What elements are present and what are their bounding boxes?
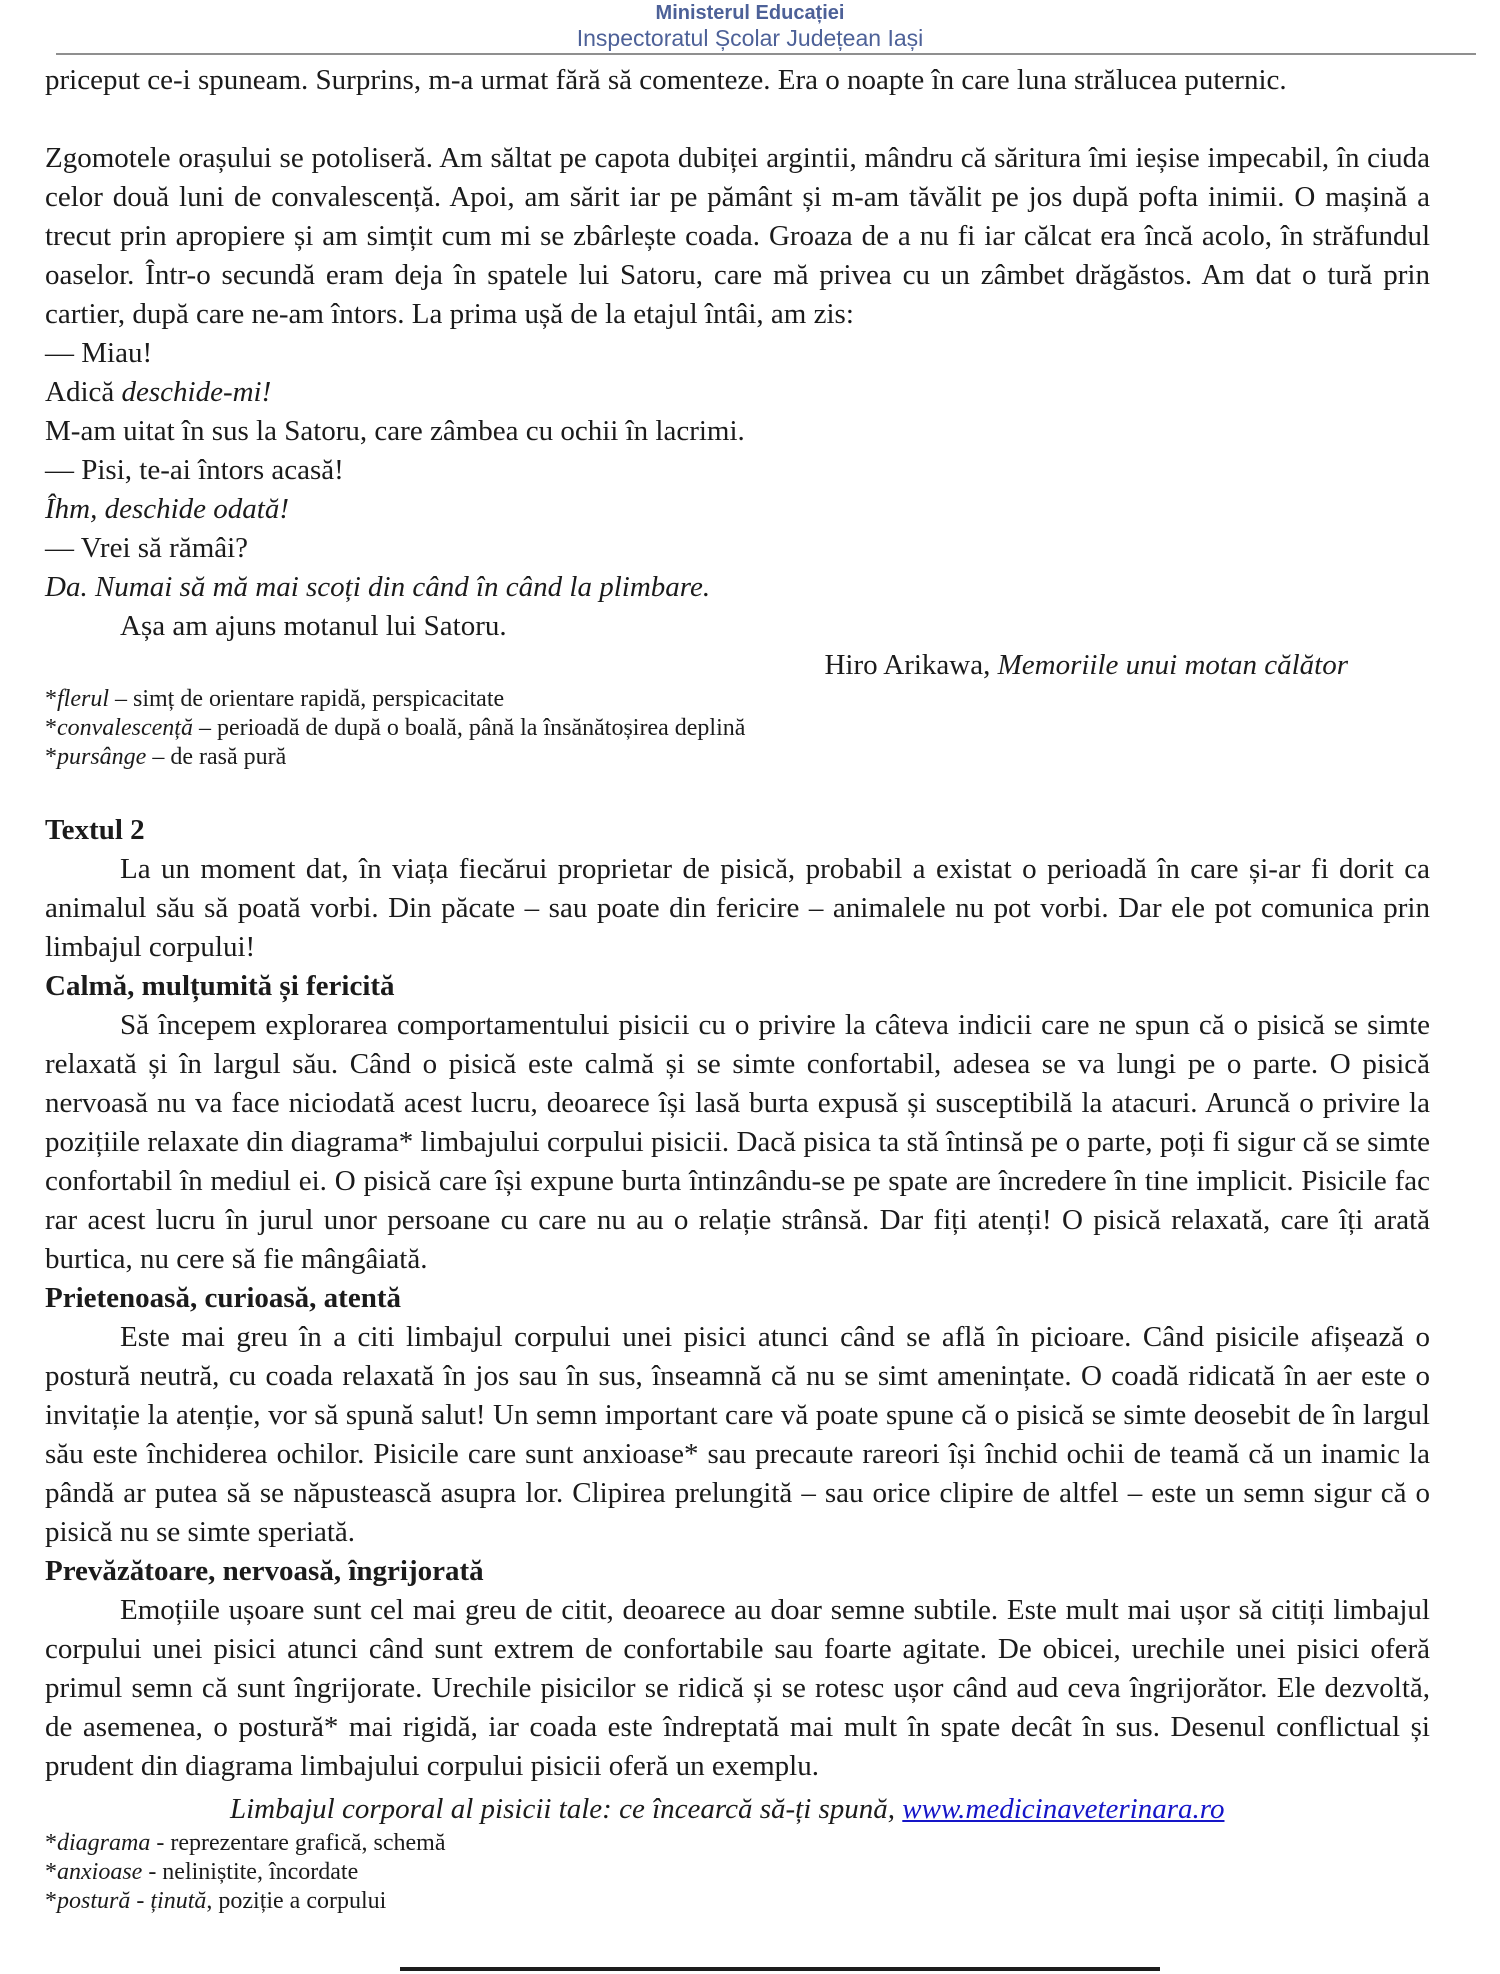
text-segment: Este mai greu în a citi limbajul corpului unei pisici atunci când se află în picioare. Când pisicile afișează o postură neutră, cu coada relaxată în jos sau în sus, înseamnă că nu se simt amenințate. O coadă ridicată în aer este o invitație la atenție, vor să spună salut! Un semn important care vă poate spune că o pisică se simte deosebit de în largul său este închiderea ochilor. Pisicile care sunt anxioase* sau precaute rareori își închid ochii de teamă că un inamic la pândă ar putea să se năpustească asupra lor. Clipirea prelungită – sau orice clipire de altfel – este un semn sigur că o pisică nu se simte speriată. (45, 1321, 1430, 1548)
dialogue-line (45, 334, 1430, 373)
paragraph (45, 1006, 1430, 1279)
section-title-textul-2 (45, 811, 1430, 850)
dialogue-line (45, 373, 1430, 412)
text-segment: Prietenoasă, curioasă, atentă (45, 1282, 401, 1314)
text-segment: * (45, 715, 57, 741)
blank-line (45, 100, 1430, 139)
footnote (45, 1858, 1430, 1887)
text-segment: M-am uitat în sus la Satoru, care zâmbea cu ochii în lacrimi. (45, 415, 745, 447)
dialogue-line (45, 568, 1430, 607)
footnote (45, 714, 1430, 743)
text-segment: * (45, 744, 57, 770)
text-segment: - (130, 1888, 151, 1914)
text-segment: * (45, 1830, 57, 1856)
blank-line (45, 772, 1430, 811)
text-segment: Așa am ajuns motanul lui Satoru. (120, 610, 507, 642)
text-segment: — Pisi, te-ai întors acasă! (45, 454, 344, 486)
paragraph (45, 850, 1430, 967)
text-segment: - reprezentare grafică, schemă (150, 1830, 446, 1856)
footnote (45, 1829, 1430, 1858)
text-segment: Prevăzătoare, nervoasă, îngrijorată (45, 1555, 484, 1587)
subheading-calma (45, 967, 1430, 1006)
text-segment: Adică (45, 376, 122, 408)
paragraph (45, 1318, 1430, 1552)
dialogue-line (45, 451, 1430, 490)
header-ministry-label: Ministerul Educației (655, 2, 845, 24)
page-header (0, 0, 1500, 52)
text-segment: priceput ce-i spuneam. Surprins, m-a urmat fără să comenteze. Era o noapte în care luna strălucea puternic. (45, 64, 1287, 96)
footnote (45, 1887, 1430, 1916)
text-segment: postură (57, 1888, 131, 1914)
text-segment: — Vrei să rămâi? (45, 532, 249, 564)
source-link[interactable]: www.medicinaveterinara.ro (902, 1793, 1225, 1825)
text-segment: * (45, 686, 57, 712)
author-attribution (45, 646, 1430, 685)
source-line (45, 1790, 1430, 1829)
text-segment: Emoțiile ușoare sunt cel mai greu de citit, deoarece au doar semne subtile. Este mult mai ușor să citiți limbajul corpului unei pisici atunci când sunt extrem de confortabile sau foarte agitate. De obicei, urechile unei pisici oferă primul semn că sunt îngrijorate. Urechile pisicilor se ridică și se rotesc ușor când aud ceva îngrijorător. Ele dezvoltă, de asemenea, o postură* mai rigidă, iar coada este îndreptată mai mult în spate decât în sus. Desenul conflictual și prudent din diagrama limbajului corpului pisicii oferă un exemplu. (45, 1594, 1430, 1782)
text-segment: – de rasă pură (146, 744, 287, 770)
text-segment: ținută (150, 1888, 207, 1914)
paragraph-continuation (45, 61, 1430, 100)
text-segment: , poziție a corpului (206, 1888, 387, 1914)
text-segment: - neliniștite, încordate (142, 1859, 359, 1885)
text-segment: diagrama (57, 1830, 151, 1856)
footnote (45, 743, 1430, 772)
text-segment: Hiro Arikawa, (824, 649, 998, 681)
text-segment: Memoriile unui motan călător (997, 649, 1348, 681)
text-segment: – perioadă de după o boală, până la însănătoșirea deplină (192, 715, 746, 741)
dialogue-line (45, 412, 1430, 451)
text-segment: La un moment dat, în viața fiecărui proprietar de pisică, probabil a existat o perioadă în care și-ar fi dorit ca animalul său să poată vorbi. Din păcate – sau poate din fericire – animalele nu pot vorbi. Dar ele pot comunica prin limbajul corpului! (45, 853, 1430, 963)
text-segment: Îhm, deschide odată! (45, 493, 290, 525)
text-segment: deschide-mi! (121, 376, 272, 408)
subheading-prevazatoare (45, 1552, 1430, 1591)
text-segment: Limbajul corporal al pisicii tale: ce încearcă să-ți spună, (230, 1793, 896, 1825)
page-bottom-rule (400, 1967, 1160, 1971)
dialogue-line (45, 490, 1430, 529)
dialogue-line (45, 529, 1430, 568)
header-inspectorate-label: Inspectoratul Școlar Județean Iași (576, 25, 924, 51)
text-segment: – simț de orientare rapidă, perspicacitate (109, 686, 505, 712)
text-segment: flerul (57, 686, 109, 712)
paragraph (45, 1591, 1430, 1786)
paragraph (45, 139, 1430, 334)
document-body (0, 55, 1500, 1916)
text-segment: anxioase (57, 1859, 143, 1885)
footnote (45, 685, 1430, 714)
dialogue-line (45, 607, 1430, 646)
subheading-prietenoasa (45, 1279, 1430, 1318)
text-segment: * (45, 1859, 57, 1885)
text-segment: * (45, 1888, 57, 1914)
text-segment: Calmă, mulțumită și fericită (45, 970, 395, 1002)
text-segment: convalescență (57, 715, 193, 741)
text-segment: Să începem explorarea comportamentului pisicii cu o privire la câteva indicii care ne spun că o pisică se simte relaxată și în largul său. Când o pisică este calmă și se simte confortabil, adesea se va lungi pe o parte. O pisică nervoasă nu va face niciodată acest lucru, deoarece își lasă burta expusă și susceptibilă la atacuri. Aruncă o privire la pozițiile relaxate din diagrama* limbajului corpului pisicii. Dacă pisica ta stă întinsă pe o parte, poți fi sigur că se simte confortabil în mediul ei. O pisică care își expune burta întinzându-se pe spate are încredere în tine implicit. Pisicile fac rar acest lucru în jurul unor persoane cu care nu au o relație strânsă. Dar fiți atenți! O pisică relaxată, care îți arată burtica, nu cere să fie mângâiată. (45, 1009, 1430, 1275)
text-segment: pursânge (57, 744, 147, 770)
text-segment: Zgomotele orașului se potoliseră. Am săltat pe capota dubiței argintii, mândru că săritura îmi ieșise impecabil, în ciuda celor două luni de convalescență. Apoi, am sărit iar pe pământ și m-am tăvălit pe jos după pofta inimii. O mașină a trecut prin apropiere și am simțit cum mi se zbârlește coada. Groaza de a nu fi iar călcat era încă acolo, în străfundul oaselor. Într-o secundă eram deja în spatele lui Satoru, care mă privea cu un zâmbet drăgăstos. Am dat o tură prin cartier, după care ne-am întors. La prima ușă de la etajul întâi, am zis: (45, 142, 1430, 330)
text-segment: Textul 2 (45, 814, 145, 846)
text-segment: — Miau! (45, 337, 153, 369)
text-segment: Da. Numai să mă mai scoți din când în când la plimbare. (45, 571, 711, 603)
